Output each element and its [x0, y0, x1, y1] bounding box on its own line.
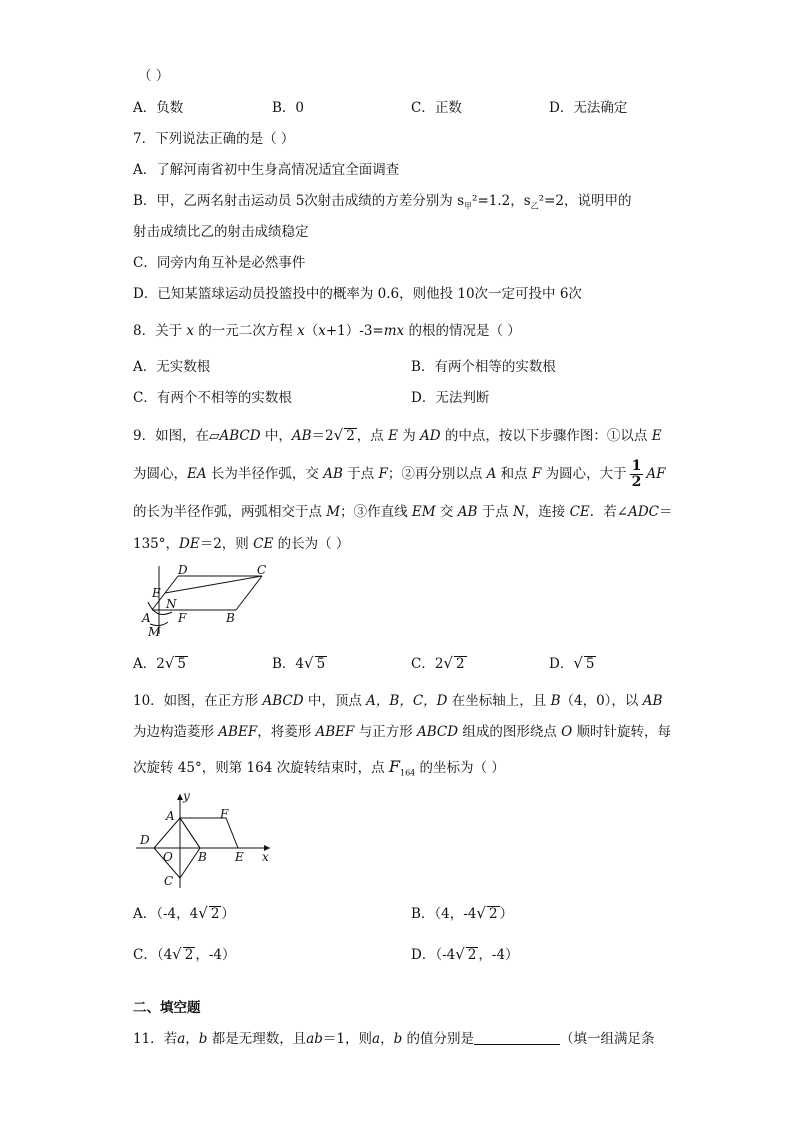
- q10-option-c: C．（4√ 2 ，-4）: [133, 945, 236, 963]
- fig9-label-e: E: [152, 586, 161, 600]
- q7-option-a: A．了解河南省初中生身高情况适宜全面调查: [133, 162, 400, 178]
- q8-stem: 8．关于 x 的一元二次方程 x（x+1）-3=mx 的根的情况是（ ）: [133, 323, 521, 339]
- fig9-label-f: F: [178, 611, 187, 625]
- q10-option-d: D．（-4√ 2 ，-4）: [411, 945, 519, 963]
- q11-answer-blank[interactable]: [474, 1030, 560, 1045]
- fig10-label-a: A: [166, 809, 175, 823]
- q8-option-b: B．有两个相等的实数根: [411, 359, 556, 375]
- fraction-half: $\frac{1}{2}$: [631, 458, 642, 490]
- q7-stem: 7．下列说法正确的是（ ）: [133, 131, 295, 147]
- q7-option-b-cont: 射击成绩比乙的射击成绩稳定: [133, 224, 309, 240]
- fig9-label-a: A: [142, 611, 151, 625]
- fig9-label-b: B: [226, 611, 235, 625]
- q6-option-d: D．无法确定: [549, 100, 628, 116]
- q9-line1: 9．如图，在▱ABCD 中，AB＝2√ 2 ，点 E 为 AD 的中点，按以下步骤作图：①以点 E: [133, 426, 662, 444]
- fig10-label-e: E: [235, 850, 244, 864]
- q10-option-a: A．（-4，4√ 2 ）: [133, 904, 235, 922]
- q10-line3: 次旋转 45°，则第 164 次旋转结束时，点 $F_{164}$ 的坐标为（ ）: [133, 757, 505, 778]
- q9-line3: 的长为半径作弧，两弧相交于点 M；③作直线 EM 交 AB 于点 N，连接 CE．若∠ADC＝: [133, 504, 673, 520]
- q6-option-a: A．负数: [133, 100, 184, 116]
- q9-parallelogram-figure: [138, 562, 273, 640]
- fig10-label-o: O: [163, 850, 173, 864]
- section-fill-in-blank-heading: 二、填空题: [133, 1000, 201, 1016]
- q6-bracket: （ ）: [138, 68, 170, 84]
- q10-coordinate-figure: [136, 790, 276, 890]
- fig9-label-d: D: [178, 563, 188, 577]
- q9-option-d: D．√ 5: [549, 654, 595, 672]
- fig9-label-m: M: [148, 625, 161, 639]
- q7-option-c: C．同旁内角互补是必然事件: [133, 255, 306, 271]
- fig10-label-f: F: [220, 807, 229, 821]
- fig10-label-x: x: [262, 850, 269, 864]
- q9-option-b: B．4√ 5: [272, 654, 326, 672]
- q10-option-b: B．（4，-4√ 2 ）: [411, 904, 514, 922]
- q8-option-a: A．无实数根: [133, 359, 211, 375]
- q8-option-d: D．无法判断: [411, 390, 490, 406]
- q9-line4: 135°，DE＝2，则 CE 的长为（ ）: [133, 536, 350, 552]
- fig9-label-n: N: [166, 597, 177, 611]
- q9-line2: 为圆心，EA 长为半径作弧，交 AB 于点 F；②再分别以点 A 和点 F 为圆心，大于 $\frac{1}{2}$ AF: [133, 458, 666, 490]
- q6-option-b: B．0: [272, 100, 305, 116]
- fig10-label-b: B: [198, 850, 207, 864]
- fig9-label-c: C: [257, 563, 267, 577]
- q7-option-b: B．甲，乙两名射击运动员 5次射击成绩的方差分别为 $s_甲^2=1.2$，$s_乙^2=2$，说明甲的: [133, 193, 632, 211]
- q8-option-c: C．有两个不相等的实数根: [133, 390, 292, 406]
- q11-stem: 11．若a，b 都是无理数，且ab＝1，则a，b 的值分别是 （填一组满足条: [133, 1031, 655, 1047]
- fig10-label-y: y: [183, 790, 190, 803]
- q6-option-c: C．正数: [411, 100, 462, 116]
- q10-line2: 为边构造菱形 ABEF，将菱形 ABEF 与正方形 ABCD 组成的图形绕点 O 顺时针旋转，每: [133, 724, 672, 740]
- q7-option-d: D．已知某篮球运动员投篮投中的概率为 0.6，则他投 10次一定可投中 6次: [133, 286, 582, 302]
- q9-option-c: C．2√ 2: [411, 654, 465, 672]
- q9-option-a: A．2√ 5: [133, 654, 186, 672]
- q10-line1: 10．如图，在正方形 ABCD 中，顶点 A，B，C，D 在坐标轴上，且 B（4，0），以 AB: [133, 693, 663, 709]
- fig10-label-d: D: [140, 833, 150, 847]
- fig10-label-c: C: [164, 874, 174, 888]
